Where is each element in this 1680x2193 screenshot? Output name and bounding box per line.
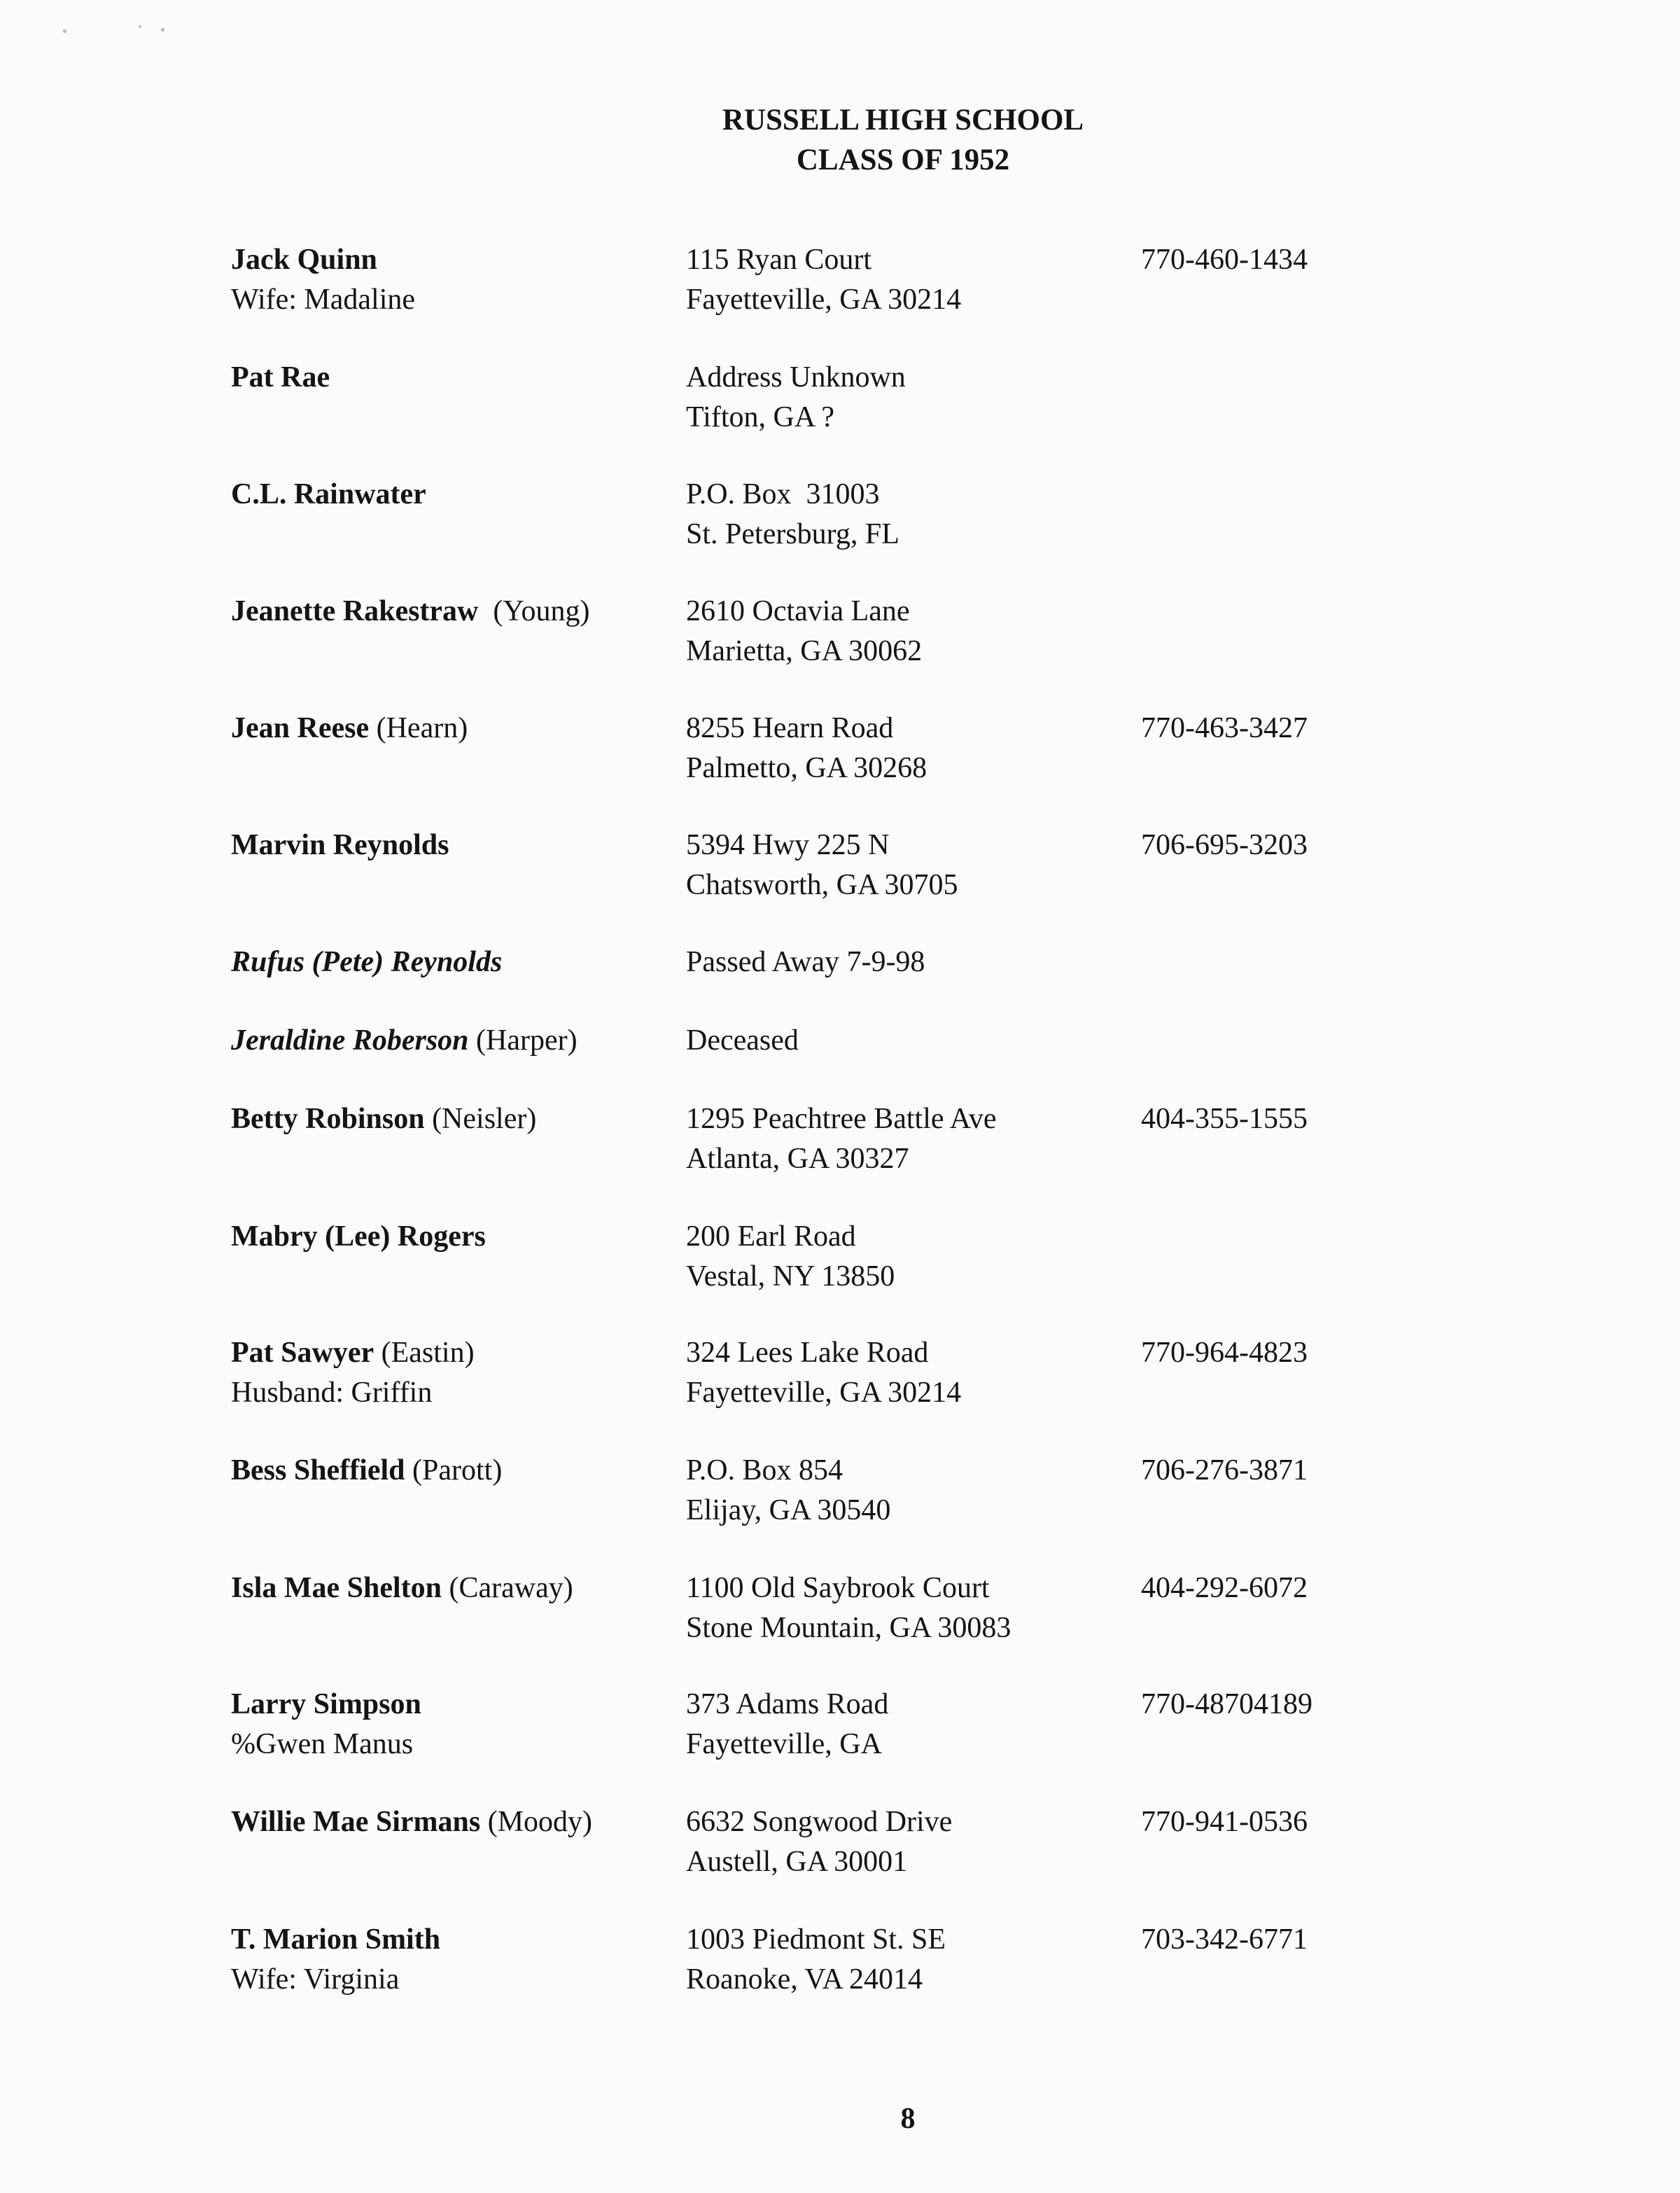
directory-entry — [0, 1217, 1680, 1301]
address-column — [686, 1568, 1011, 1648]
alumni-name: Jeraldine Roberson — [231, 1024, 469, 1057]
name-column — [231, 1021, 578, 1061]
directory-entry — [0, 1451, 1680, 1535]
directory-entry — [0, 826, 1680, 910]
name-column — [231, 240, 415, 320]
alumni-name: Bess Sheffield — [231, 1454, 405, 1487]
address-column — [686, 942, 925, 982]
address-line-1: P.O. Box 854 — [686, 1454, 844, 1487]
address-line-1: Passed Away 7-9-98 — [686, 946, 925, 978]
alumni-name: Larry Simpson — [231, 1688, 421, 1720]
phone-number: 770-48704189 — [1141, 1688, 1312, 1720]
name-column — [231, 709, 468, 749]
directory-entry — [0, 1021, 1680, 1105]
address-line-2: Fayetteville, GA — [686, 1728, 882, 1760]
phone-number: 706-276-3871 — [1141, 1454, 1308, 1487]
address-column — [686, 1217, 895, 1297]
alumni-name: Pat Rae — [231, 361, 330, 394]
class-year: CLASS OF 1952 — [796, 144, 1010, 176]
phone-number: 703-342-6771 — [1141, 1923, 1308, 1956]
name-column — [231, 592, 590, 632]
address-line-2: Fayetteville, GA 30214 — [686, 1377, 962, 1409]
address-line-1: 1003 Piedmont St. SE — [686, 1923, 946, 1956]
directory-entry — [0, 358, 1680, 442]
directory-entry — [0, 1099, 1680, 1183]
address-line-1: 200 Earl Road — [686, 1220, 856, 1253]
phone-number: 706-695-3203 — [1141, 829, 1308, 861]
address-column — [686, 1920, 946, 2000]
phone-number: 770-941-0536 — [1141, 1806, 1308, 1838]
phone-number: 770-460-1434 — [1141, 244, 1308, 276]
name-column — [231, 358, 330, 398]
address-line-2: Palmetto, GA 30268 — [686, 752, 927, 784]
alumni-name: Betty Robinson — [231, 1103, 425, 1135]
address-line-2: Austell, GA 30001 — [686, 1846, 908, 1878]
directory-entry — [0, 1685, 1680, 1769]
maiden-name: (Neisler) — [432, 1103, 537, 1135]
directory-entry — [0, 1568, 1680, 1652]
alumni-name: Jeanette Rakestraw — [231, 595, 479, 627]
alumni-note: Husband: Griffin — [231, 1377, 433, 1409]
name-column — [231, 1217, 486, 1257]
address-line-2: Roanoke, VA 24014 — [686, 1963, 923, 1996]
address-line-1: 2610 Octavia Lane — [686, 595, 910, 627]
name-column — [231, 1099, 536, 1139]
directory-entry — [0, 942, 1680, 1026]
address-line-1: 6632 Songwood Drive — [686, 1806, 953, 1838]
directory-entry — [0, 1920, 1680, 2004]
name-column — [231, 1685, 421, 1764]
directory-entry — [0, 592, 1680, 676]
name-column — [231, 942, 502, 982]
alumni-name: C.L. Rainwater — [231, 478, 426, 510]
address-line-1: 373 Adams Road — [686, 1688, 889, 1720]
address-line-1: Deceased — [686, 1024, 799, 1057]
directory-entry — [0, 1333, 1680, 1417]
phone-number: 770-964-4823 — [1141, 1337, 1308, 1369]
alumni-name: Mabry (Lee) Rogers — [231, 1220, 486, 1253]
page-number: 8 — [900, 2103, 916, 2135]
maiden-name: (Parott) — [412, 1454, 503, 1487]
name-column — [231, 1451, 502, 1491]
maiden-name: (Eastin) — [381, 1337, 475, 1369]
address-line-1: 5394 Hwy 225 N — [686, 829, 890, 861]
alumni-name: Pat Sawyer — [231, 1337, 374, 1369]
alumni-note: Wife: Madaline — [231, 284, 416, 316]
address-column — [686, 1333, 961, 1413]
alumni-name: Jack Quinn — [231, 244, 377, 276]
alumni-name: Willie Mae Sirmans — [231, 1806, 481, 1838]
address-line-1: 1295 Peachtree Battle Ave — [686, 1103, 997, 1135]
phone-number: 770-463-3427 — [1141, 712, 1308, 744]
address-column — [686, 1451, 890, 1531]
address-column — [686, 592, 922, 671]
name-column — [231, 475, 426, 515]
maiden-name: (Moody) — [487, 1806, 593, 1838]
school-name: RUSSELL HIGH SCHOOL — [722, 104, 1084, 137]
phone-number: 404-355-1555 — [1141, 1103, 1308, 1135]
address-line-2: St. Petersburg, FL — [686, 518, 899, 550]
address-line-1: 324 Lees Lake Road — [686, 1337, 929, 1369]
address-column — [686, 709, 927, 788]
address-column — [686, 240, 961, 320]
directory-entry — [0, 1802, 1680, 1886]
address-line-1: Address Unknown — [686, 361, 906, 394]
address-column — [686, 1021, 799, 1061]
address-line-2: Chatsworth, GA 30705 — [686, 869, 958, 901]
address-line-2: Tifton, GA ? — [686, 401, 834, 433]
alumni-note: Wife: Virginia — [231, 1963, 400, 1996]
alumni-name: T. Marion Smith — [231, 1923, 441, 1956]
address-column — [686, 475, 899, 555]
address-line-2: Vestal, NY 13850 — [686, 1260, 895, 1293]
alumni-name: Jean Reese — [231, 712, 370, 744]
alumni-name: Isla Mae Shelton — [231, 1572, 442, 1604]
address-column — [686, 358, 906, 438]
maiden-name: (Young) — [493, 595, 590, 627]
directory-entry — [0, 475, 1680, 559]
name-column — [231, 1920, 440, 2000]
address-column — [686, 1802, 952, 1882]
name-column — [231, 1333, 475, 1413]
alumni-name: Rufus (Pete) Reynolds — [231, 946, 503, 978]
maiden-name: (Hearn) — [376, 712, 468, 744]
address-line-1: 8255 Hearn Road — [686, 712, 894, 744]
alumni-note: %Gwen Manus — [231, 1728, 414, 1760]
address-line-1: 115 Ryan Court — [686, 244, 872, 276]
maiden-name: (Harper) — [476, 1024, 578, 1057]
address-line-2: Fayetteville, GA 30214 — [686, 284, 962, 316]
address-column — [686, 826, 958, 905]
address-line-2: Elijay, GA 30540 — [686, 1494, 891, 1526]
phone-number: 404-292-6072 — [1141, 1572, 1308, 1604]
address-column — [686, 1099, 997, 1179]
directory-entry — [0, 709, 1680, 793]
directory-entry — [0, 240, 1680, 324]
alumni-name: Marvin Reynolds — [231, 829, 449, 861]
address-column — [686, 1685, 888, 1764]
name-column — [231, 826, 449, 865]
address-line-2: Stone Mountain, GA 30083 — [686, 1612, 1011, 1644]
address-line-1: 1100 Old Saybrook Court — [686, 1572, 990, 1604]
name-column — [231, 1568, 573, 1608]
address-line-2: Marietta, GA 30062 — [686, 635, 923, 667]
address-line-2: Atlanta, GA 30327 — [686, 1143, 909, 1175]
maiden-name: (Caraway) — [449, 1572, 573, 1604]
address-line-1: P.O. Box 31003 — [686, 478, 880, 510]
name-column — [231, 1802, 592, 1842]
